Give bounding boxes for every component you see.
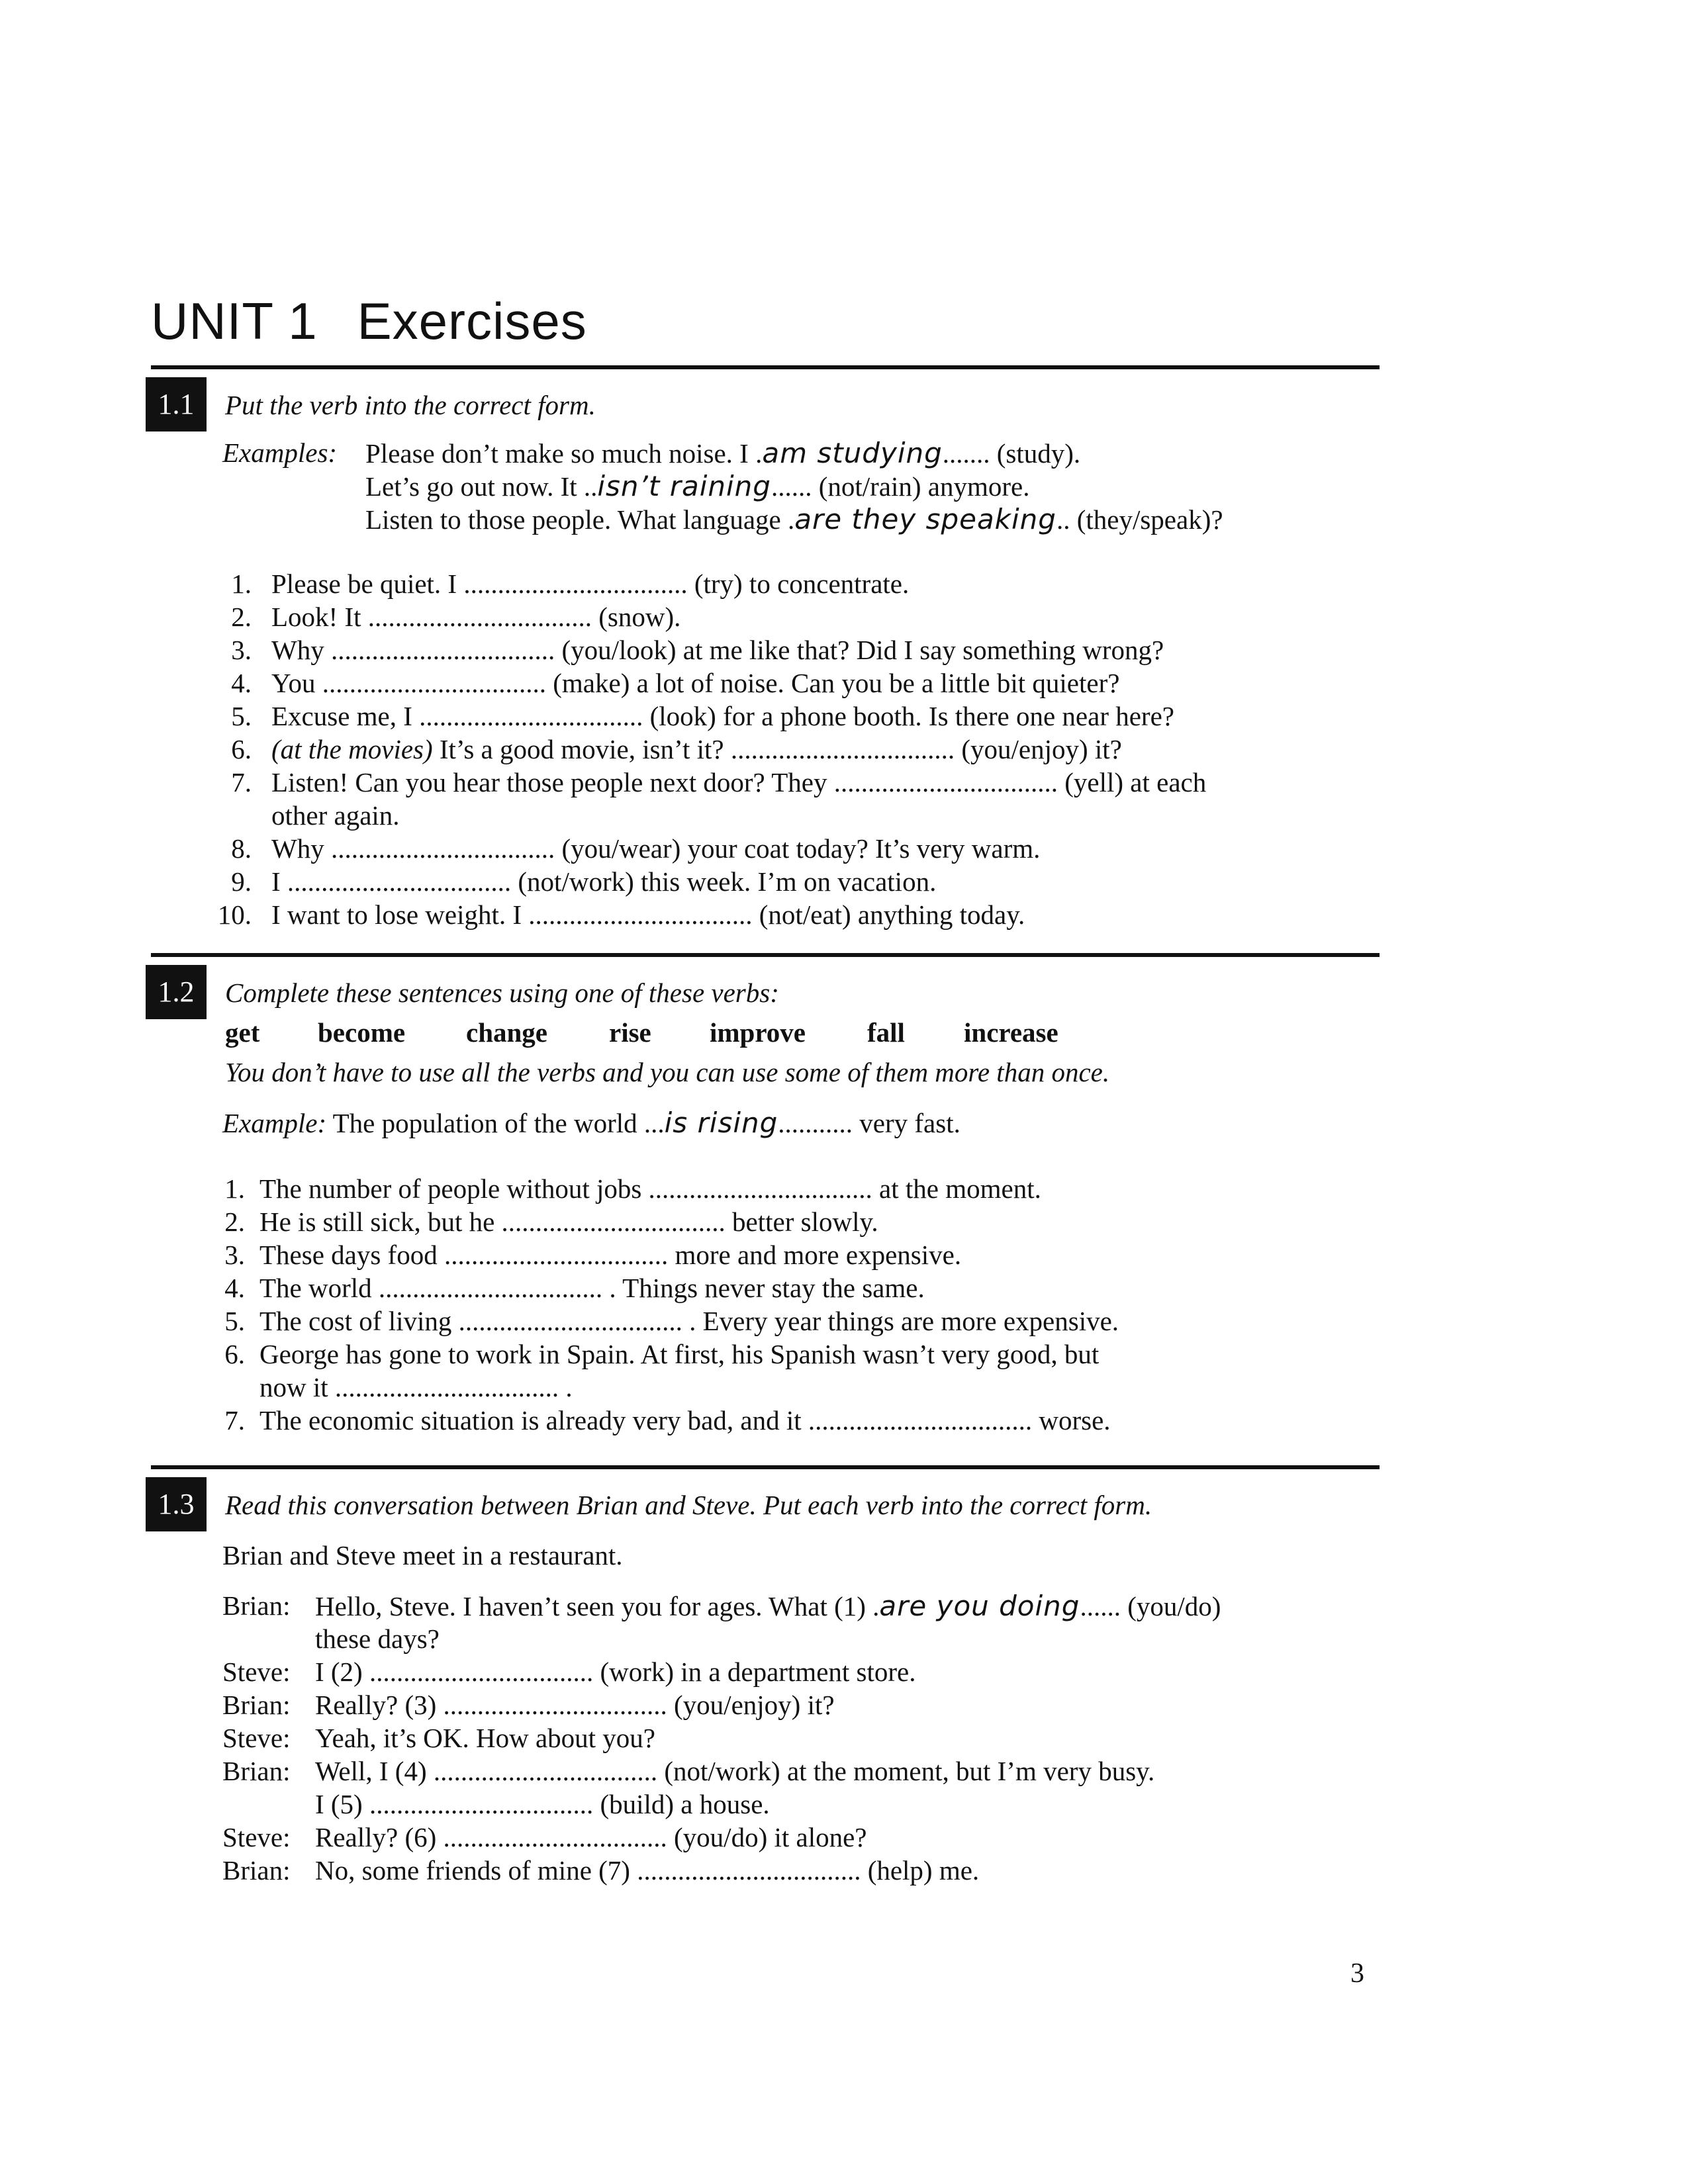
- example-text: ...... (not/rain) anymore.: [771, 471, 1030, 502]
- exercise-item: Listen! Can you hear those people next door? They ................................. (yell) at each: [271, 767, 1207, 797]
- item-number: 6.: [231, 734, 252, 764]
- example-text: ........... very fast.: [778, 1108, 961, 1138]
- page-title: [151, 291, 587, 351]
- item-number: 4.: [224, 1273, 245, 1303]
- exercise-item: George has gone to work in Spain. At first, his Spanish wasn’t very good, but: [259, 1339, 1100, 1369]
- example-text: Listen to those people. What language .: [365, 504, 795, 535]
- item-number: 6.: [224, 1339, 245, 1369]
- exercise-item: Please be quiet. I ................................. (try) to concentrate.: [271, 569, 910, 599]
- exercise-badge-1-3: 1.3: [146, 1477, 207, 1531]
- exercise-item: Excuse me, I ................................. (look) for a phone booth. Is there one near here?: [271, 701, 1174, 731]
- handwritten-answer: are you doing: [879, 1590, 1080, 1622]
- verb-word: improve: [710, 1017, 806, 1048]
- exercise-item-continuation: other again.: [271, 800, 400, 831]
- example-label: Example:: [222, 1108, 327, 1138]
- exercise-1-2-note: You don’t have to use all the verbs and you can use some of them more than once.: [225, 1057, 1110, 1087]
- exercise-1-3-instruction: Read this conversation between Brian and Steve. Put each verb into the correct form.: [225, 1490, 1152, 1520]
- verb-word: become: [318, 1017, 406, 1048]
- page-number: 3: [1350, 1958, 1364, 1989]
- dialogue-line: Yeah, it’s OK. How about you?: [315, 1723, 656, 1753]
- exercise-item: The world ................................. . Things never stay the same.: [259, 1273, 925, 1303]
- exercise-1-2-instruction: Complete these sentences using one of these verbs:: [225, 978, 779, 1008]
- item-number: 9.: [231, 866, 252, 897]
- example-line: [222, 1109, 961, 1137]
- example-text: Please don’t make so much noise. I .: [365, 438, 763, 469]
- dialogue-line: I (2) ................................. (work) in a department store.: [315, 1657, 916, 1687]
- exercise-item: I want to lose weight. I ................................. (not/eat) anything today.: [271, 899, 1025, 930]
- section-divider: [151, 365, 1380, 369]
- item-text: It’s a good movie, isn’t it? ................................. (you/enjoy) it?: [432, 734, 1122, 764]
- example-line: [365, 470, 1030, 502]
- dialogue-line: Well, I (4) ................................. (not/work) at the moment, but I’m very busy.: [315, 1756, 1155, 1786]
- verb-word: rise: [609, 1017, 651, 1048]
- item-number: 3.: [224, 1240, 245, 1270]
- example-line: [365, 503, 1223, 535]
- speaker-label: Brian:: [222, 1756, 291, 1786]
- verb-list: [225, 1017, 1058, 1048]
- exercise-badge-1-1: 1.1: [146, 377, 207, 432]
- exercise-item: The cost of living ................................. . Every year things are more expensive.: [259, 1306, 1119, 1336]
- exercise-item: These days food ................................. more and more expensive.: [259, 1240, 962, 1270]
- item-number: 2.: [224, 1206, 245, 1237]
- item-number: 5.: [231, 701, 252, 731]
- dialogue-text: ...... (you/do): [1080, 1591, 1221, 1621]
- item-number: 7.: [231, 767, 252, 797]
- handwritten-answer: are they speaking: [794, 503, 1056, 535]
- item-number: 4.: [231, 668, 252, 698]
- example-text: Let’s go out now. It ..: [365, 471, 598, 502]
- exercise-item: Why ................................. (you/look) at me like that? Did I say something wrong?: [271, 635, 1164, 665]
- handwritten-answer: is rising: [664, 1107, 778, 1139]
- dialogue-line: [315, 1592, 1221, 1620]
- item-number: 3.: [231, 635, 252, 665]
- section-divider: [151, 1465, 1380, 1469]
- item-number: 8.: [231, 833, 252, 864]
- dialogue-line: No, some friends of mine (7) ................................. (help) me.: [315, 1855, 980, 1886]
- speaker-label: Steve:: [222, 1723, 291, 1753]
- example-text: .. (they/speak)?: [1056, 504, 1223, 535]
- exercise-badge-1-2: 1.2: [146, 965, 207, 1019]
- handwritten-answer: am studying: [762, 437, 943, 469]
- unit-title-text: Exercises: [357, 292, 587, 350]
- verb-word: increase: [964, 1017, 1058, 1048]
- exercise-item-continuation: now it ................................. .: [259, 1372, 573, 1402]
- dialogue-line: Really? (6) ................................. (you/do) it alone?: [315, 1822, 867, 1852]
- example-line: [365, 439, 1080, 467]
- example-text: The population of the world ...: [326, 1108, 665, 1138]
- example-text: ....... (study).: [942, 438, 1081, 469]
- unit-label: UNIT 1: [151, 292, 318, 350]
- speaker-label: Brian:: [222, 1855, 291, 1886]
- exercise-item: [271, 736, 1122, 763]
- exercise-item: You ................................. (make) a lot of noise. Can you be a little bit quieter?: [271, 668, 1120, 698]
- speaker-label: Brian:: [222, 1690, 291, 1720]
- speaker-label: Brian:: [222, 1590, 291, 1621]
- handwritten-answer: isn’t raining: [597, 470, 771, 502]
- exercise-item: Look! It ................................. (snow).: [271, 602, 681, 632]
- dialogue-line-continuation: I (5) ................................. (build) a house.: [315, 1789, 770, 1819]
- dialogue-line-continuation: these days?: [315, 1623, 440, 1654]
- context-note: (at the movies): [271, 734, 433, 764]
- verb-word: change: [466, 1017, 547, 1048]
- item-number: 7.: [224, 1405, 245, 1435]
- speaker-label: Steve:: [222, 1822, 291, 1852]
- dialogue-text: Hello, Steve. I haven’t seen you for ages. What (1) .: [315, 1591, 880, 1621]
- item-number: 1.: [231, 569, 252, 599]
- exercise-1-1-instruction: Put the verb into the correct form.: [225, 390, 596, 420]
- section-divider: [151, 953, 1380, 957]
- item-number: 2.: [231, 602, 252, 632]
- exercise-item: The economic situation is already very bad, and it ................................. worse.: [259, 1405, 1111, 1435]
- verb-word: fall: [867, 1017, 905, 1048]
- exercise-item: I ................................. (not/work) this week. I’m on vacation.: [271, 866, 937, 897]
- item-number: 5.: [224, 1306, 245, 1336]
- item-number: 10.: [217, 899, 252, 930]
- examples-label: Examples:: [222, 437, 338, 468]
- exercise-item: Why ................................. (you/wear) your coat today? It’s very warm.: [271, 833, 1041, 864]
- dialogue-line: Really? (3) ................................. (you/enjoy) it?: [315, 1690, 835, 1720]
- dialogue-intro: Brian and Steve meet in a restaurant.: [222, 1540, 623, 1570]
- exercise-item: He is still sick, but he ................................. better slowly.: [259, 1206, 878, 1237]
- exercise-item: The number of people without jobs ................................. at the moment.: [259, 1173, 1041, 1204]
- speaker-label: Steve:: [222, 1657, 291, 1687]
- item-number: 1.: [224, 1173, 245, 1204]
- verb-word: get: [225, 1017, 260, 1048]
